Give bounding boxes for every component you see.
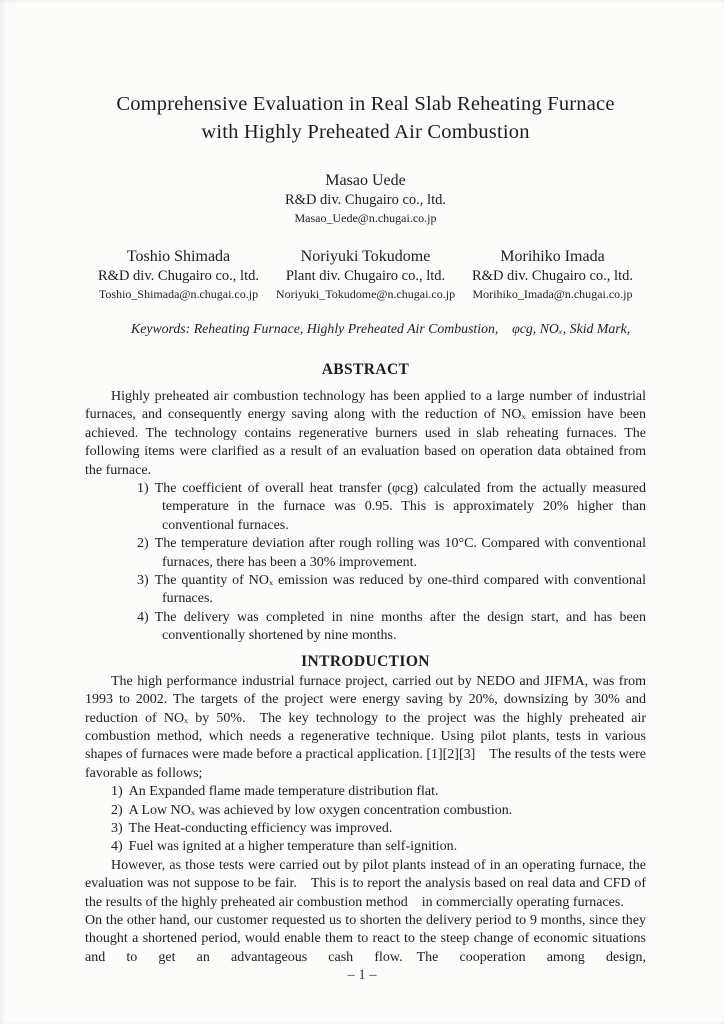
keywords-line: Keywords: Reheating Furnace, Highly Preheated Air Combustion, φcg, NOₓ, Skid Mark, xyxy=(131,321,631,336)
introduction-paragraph-2: However, as those tests were carried out by pilot plants instead of in an operating furnace, the evaluation was not suppose to be fair. This is to report the analysis based on real data and CFD of the results of the highly preheated air combustion method in commercially operating furnaces. xyxy=(85,857,646,910)
list-marker: 3) xyxy=(111,820,123,836)
abstract-item-4 xyxy=(137,609,646,646)
introduction-section xyxy=(85,673,646,968)
introduction-item-2 xyxy=(111,802,646,820)
list-text: Fuel was ignited at a higher temperature than self-ignition. xyxy=(128,839,458,855)
author-block-primary xyxy=(85,170,646,226)
list-marker: 3) xyxy=(137,573,149,589)
list-text: The Heat-conducting efficiency was improved. xyxy=(128,820,393,836)
list-marker: 4) xyxy=(137,609,149,625)
author-block-imada xyxy=(459,246,646,302)
author-block-shimada xyxy=(85,246,272,302)
abstract-list xyxy=(137,480,646,646)
abstract-heading: ABSTRACT xyxy=(321,361,410,378)
author-name: Toshio Shimada xyxy=(126,248,231,265)
author-name: Masao Uede xyxy=(325,172,406,189)
paper-title xyxy=(85,90,646,146)
introduction-heading: INTRODUCTION xyxy=(301,652,430,670)
list-text: The quantity of NOₓ emission was reduced by one-third compared with conventional furnaces. xyxy=(154,573,646,607)
list-marker: 2) xyxy=(111,802,123,818)
abstract-item-3 xyxy=(137,572,646,609)
list-text: The temperature deviation after rough rolling was 10°C. Compared with conventional furnaces, there has been a 30% improvement. xyxy=(154,536,646,570)
introduction-paragraph-3: On the other hand, our customer requested us to shorten the delivery period to 9 months, since they thought a shortened period, would enable them to react to the steep change of economic situations and to get an advantageous cash flow. The cooperation among design, xyxy=(85,912,646,965)
abstract-paragraph: Highly preheated air combustion technology has been applied to a large number of industrial furnaces, and consequently energy saving along with the reduction of NOₓ emission have been achieved. The technology contains regenerative burners used in slab reheating furnaces. The following items were clarified as a result of an evaluation based on operation data obtained from the furnace. xyxy=(85,389,646,478)
author-affiliation: Plant div. Chugairo co., ltd. xyxy=(285,268,446,284)
author-affiliation: R&D div. Chugairo co., ltd. xyxy=(472,268,633,284)
author-row xyxy=(85,246,646,302)
abstract-item-1 xyxy=(137,480,646,535)
page-content xyxy=(85,0,646,967)
author-affiliation: R&D div. Chugairo co., ltd. xyxy=(98,268,259,284)
author-block-tokudome xyxy=(272,246,459,302)
introduction-list xyxy=(111,783,646,857)
author-name: Noriyuki Tokudome xyxy=(300,248,431,265)
list-marker: 4) xyxy=(111,839,123,855)
introduction-item-3 xyxy=(111,820,646,838)
list-text: An Expanded flame made temperature distribution flat. xyxy=(128,784,439,800)
author-email: Toshio_Shimada@n.chugai.co.jp xyxy=(98,287,259,301)
author-email: Noriyuki_Tokudome@n.chugai.co.jp xyxy=(275,287,456,301)
author-name: Morihiko Imada xyxy=(500,248,605,265)
introduction-item-1 xyxy=(111,783,646,801)
author-email: Masao_Uede@n.chugai.co.jp xyxy=(294,211,437,225)
page-number: – 1 – xyxy=(347,967,377,983)
abstract-item-2 xyxy=(137,535,646,572)
introduction-item-4 xyxy=(111,838,646,856)
abstract-section xyxy=(85,388,646,646)
paper-title-line-1: Comprehensive Evaluation in Real Slab Reheating Furnace xyxy=(116,93,615,115)
list-marker: 1) xyxy=(111,784,123,800)
list-text: A Low NOₓ was achieved by low oxygen concentration combustion. xyxy=(128,802,513,818)
introduction-paragraph-1: The high performance industrial furnace project, carried out by NEDO and JIFMA, was from 1993 to 2002. The targets of the project were energy saving by 20%, downsizing by 30% and reduction of NOₓ by 50%. The key technology to the project was the highly preheated air combustion method, which needs a regenerative technique. Using pilot plants, tests in various shapes of furnaces were made before a practical application. [1][2][3] The results of the tests were favorable as follows; xyxy=(85,673,646,781)
paper-title-line-2: with Highly Preheated Air Combustion xyxy=(201,121,530,143)
list-text: The coefficient of overall heat transfer (φcg) calculated from the actually measured temperature in the furnace was 0.95. This is approximately 20% higher than conventional furnaces. xyxy=(154,481,646,533)
list-text: The delivery was completed in nine months after the design start, and has been conventionally shortened by nine months. xyxy=(154,609,646,644)
list-marker: 2) xyxy=(137,536,149,552)
author-email: Morihiko_Imada@n.chugai.co.jp xyxy=(472,287,633,301)
author-affiliation: R&D div. Chugairo co., ltd. xyxy=(285,192,446,208)
list-marker: 1) xyxy=(137,481,149,497)
